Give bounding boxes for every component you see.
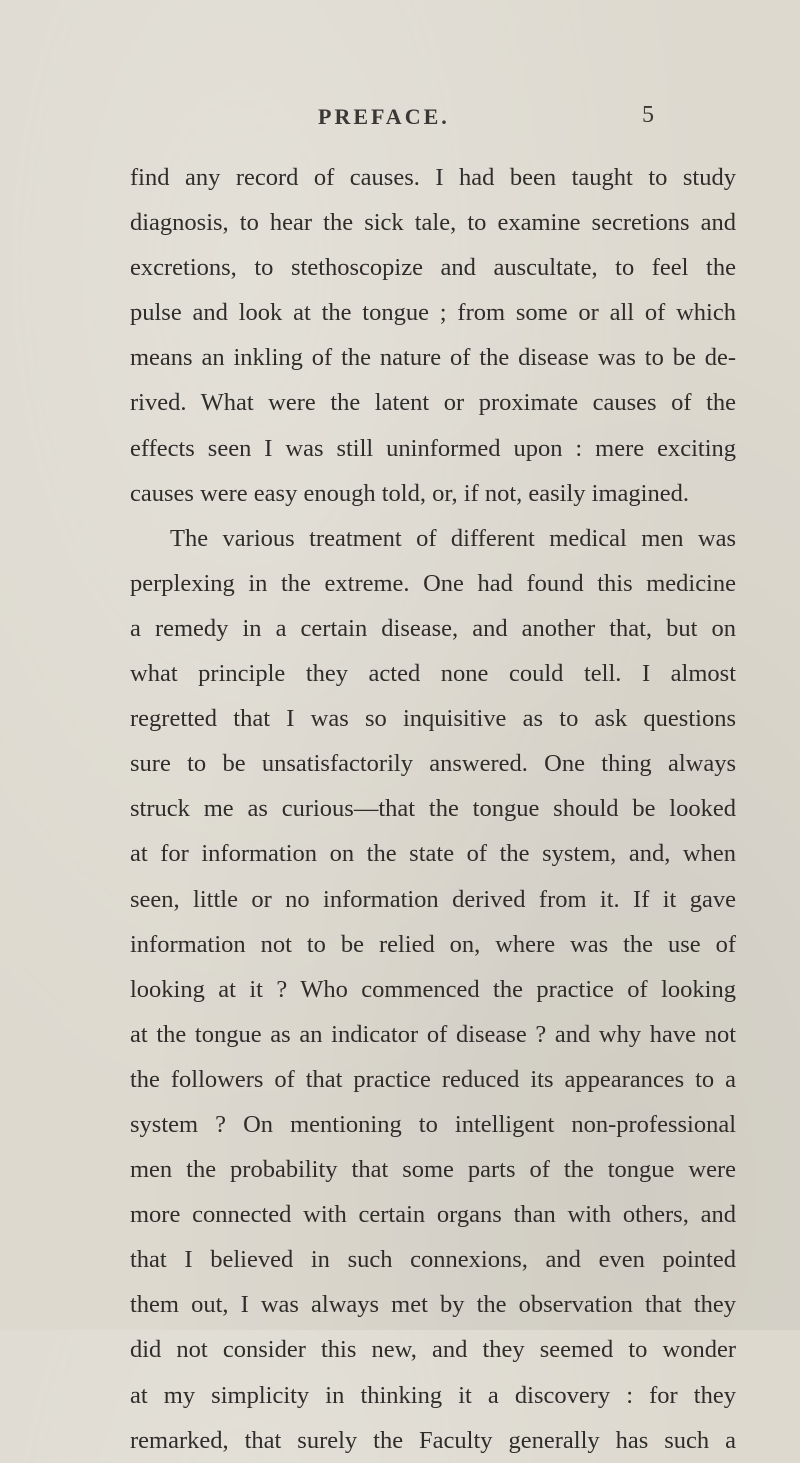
text-line: perplexing in the extreme. One had found this medicine [130,569,736,597]
text-line: rived. What were the latent or proximate causes of the [130,389,736,417]
text-line: at the tongue as an indicator of disease ? and why have not [130,1020,736,1048]
text-line: regretted that I was so inquisitive as to ask questions [130,705,736,733]
text-line: sure to be unsatisfactorily answered. One thing always [130,750,736,778]
text-line: causes were easy enough told, or, if not, easily imagined. [130,479,689,507]
text-line: remarked, that surely the Faculty generally has such a [130,1426,736,1454]
text-line: effects seen I was still uninformed upon : mere exciting [130,434,736,462]
text-line: information not to be relied on, where was the use of [130,930,736,958]
paragraph-start-line: The various treatment of different medical men was [170,524,736,552]
running-head [0,104,800,138]
text-line: means an inkling of the nature of the disease was to be de- [130,344,736,372]
text-line: that I believed in such connexions, and even pointed [130,1246,736,1274]
body-text [130,155,736,1463]
text-line: at my simplicity in thinking it a discovery : for they [130,1381,736,1409]
text-line: pulse and look at the tongue ; from some or all of which [130,299,736,327]
text-line: did not consider this new, and they seemed to wonder [130,1336,736,1364]
page-number: 5 [642,102,654,128]
text-line: seen, little or no information derived from it. If it gave [130,885,736,913]
text-line: system ? On mentioning to intelligent non-professional [130,1110,736,1138]
text-line: men the probability that some parts of the tongue were [130,1156,736,1184]
text-line: find any record of causes. I had been taught to study [130,164,736,191]
text-line: what principle they acted none could tell. I almost [130,660,736,688]
text-line: the followers of that practice reduced its appearances to a [130,1065,736,1093]
text-line: looking at it ? Who commenced the practice of looking [130,975,736,1003]
text-line: excretions, to stethoscopize and auscultate, to feel the [130,254,736,282]
text-line: a remedy in a certain disease, and another that, but on [130,614,736,642]
text-line: diagnosis, to hear the sick tale, to examine secretions and [130,209,736,237]
text-line: them out, I was always met by the observation that they [130,1291,736,1319]
text-line: more connected with certain organs than with others, and [130,1201,736,1229]
running-title: PREFACE. [318,104,450,129]
text-line: at for information on the state of the system, and, when [130,840,736,868]
text-line: struck me as curious—that the tongue should be looked [130,795,736,823]
